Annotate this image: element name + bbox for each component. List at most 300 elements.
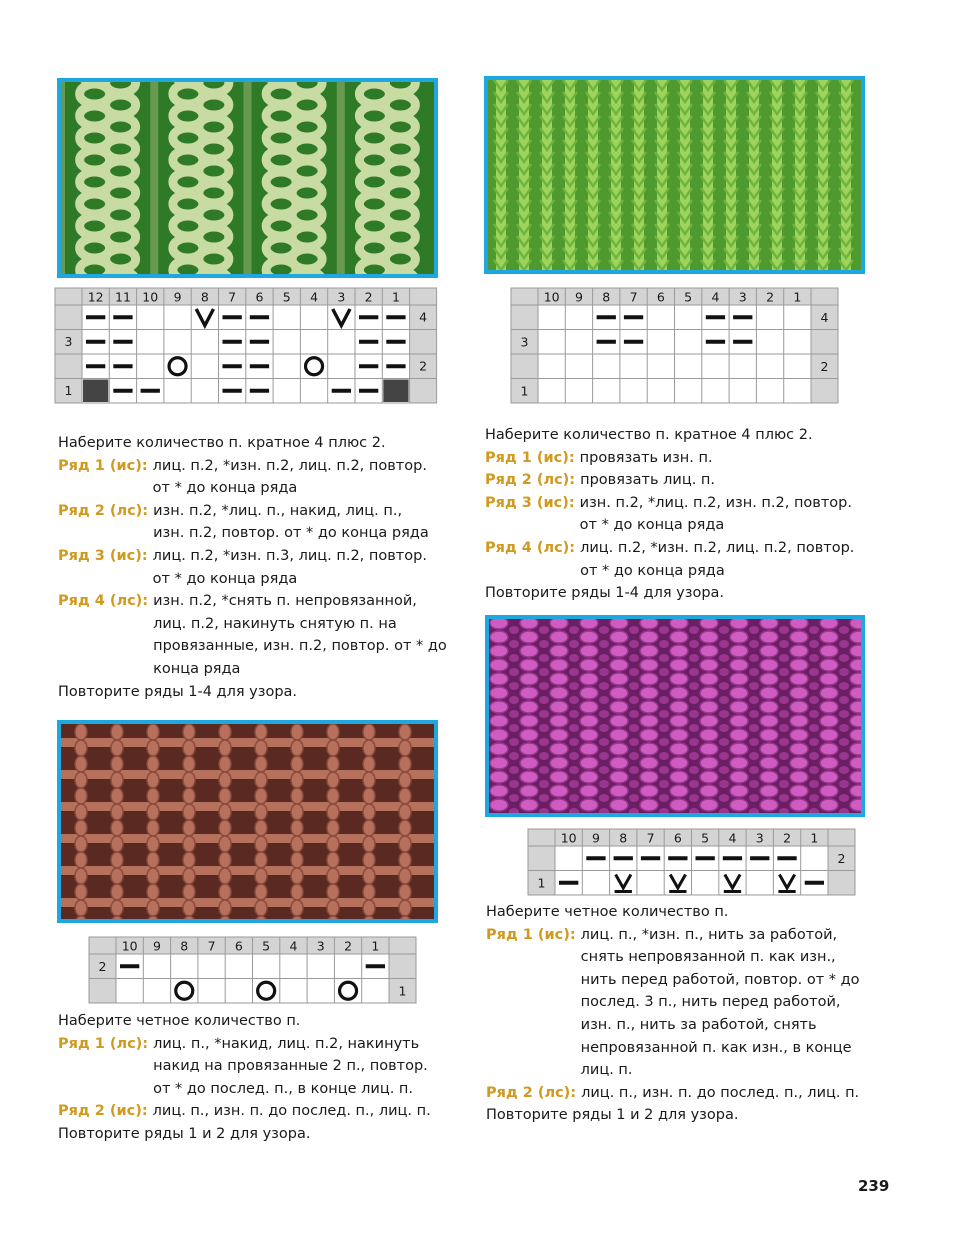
purl-bump [749, 794, 759, 802]
purl-bump [689, 794, 699, 802]
knit-loop [183, 804, 195, 820]
knit-loop [291, 868, 303, 884]
brioche-loop [640, 743, 658, 755]
knit-loop [399, 804, 411, 820]
knit-loop [111, 836, 123, 852]
purl-bump [689, 766, 699, 774]
row-label: Ряд 3 (ис): [58, 547, 148, 564]
brioche-loop [670, 771, 688, 783]
purl-bump [779, 626, 789, 634]
column-number: 3 [316, 938, 325, 954]
purl-bump [539, 794, 549, 802]
purl-bump [749, 654, 759, 662]
purl-symbol [250, 389, 269, 393]
knit-loop [111, 820, 123, 836]
purl-symbol [706, 315, 725, 319]
knit-loop [291, 804, 303, 820]
purl-symbol [113, 389, 132, 393]
brioche-loop [790, 673, 808, 685]
purl-bump [569, 710, 579, 718]
brioche-loop [820, 757, 838, 769]
repeat-instruction: Повторите ряды 1-4 для узора. [58, 683, 298, 700]
brioche-loop [610, 673, 628, 685]
row-text-line: от * до конца ряда [152, 480, 298, 497]
knit-loop [255, 868, 267, 884]
purl-bump [539, 668, 549, 676]
brioche-loop [640, 785, 658, 797]
purl-trough [150, 82, 158, 274]
brioche-loop [730, 785, 748, 797]
purl-bump [539, 710, 549, 718]
purl-symbol [86, 340, 105, 344]
brioche-loop [550, 673, 568, 685]
row-text [580, 469, 905, 492]
purl-bump [749, 738, 759, 746]
purl-bump [749, 696, 759, 704]
knit-loop [327, 804, 339, 820]
purl-bump [599, 724, 609, 732]
row-instruction [485, 492, 905, 537]
knit-loop [327, 724, 339, 740]
brioche-loop [520, 659, 538, 671]
column-number: 9 [591, 830, 600, 846]
purl-bump [569, 626, 579, 634]
row-text-line: провязанные, изн. п.2, повтор. от * до [153, 638, 447, 655]
column-number: 5 [684, 289, 693, 305]
brioche-loop [490, 673, 508, 685]
brioche-loop [580, 619, 598, 629]
purl-bump [779, 738, 789, 746]
purl-bump [839, 668, 849, 676]
purl-bump [509, 724, 519, 732]
purl-bump [809, 682, 819, 690]
brioche-loop [820, 631, 838, 643]
purl-symbol [120, 964, 139, 968]
row-instruction [485, 537, 905, 582]
brioche-loop [610, 785, 628, 797]
purl-symbol [86, 364, 105, 368]
knit-loop [183, 756, 195, 772]
brioche-loop [850, 687, 861, 699]
purl-symbol [250, 340, 269, 344]
brioche-loop [490, 799, 508, 811]
cast-on-instruction: Наберите четное количество п. [486, 904, 729, 920]
knit-loop [75, 836, 87, 852]
brioche-loop [760, 659, 778, 671]
knit-loop [183, 900, 195, 916]
purl-symbol [805, 881, 824, 885]
knit-loop [363, 836, 375, 852]
brioche-loop [640, 701, 658, 713]
swatch-photo-brown-rib [57, 720, 438, 923]
chart-grid [55, 288, 437, 403]
row-number-left: 3 [64, 334, 73, 350]
cable-twist [385, 271, 415, 274]
purl-bump [599, 752, 609, 760]
purl-bump [719, 710, 729, 718]
knit-loop [183, 836, 195, 852]
column-number: 10 [560, 830, 577, 846]
brioche-loop [610, 799, 628, 811]
column-number: 9 [152, 938, 161, 954]
knit-loop [363, 820, 375, 836]
cable-twist [292, 271, 322, 274]
purl-symbol [359, 389, 378, 393]
brioche-loop [580, 659, 598, 671]
row-text [153, 590, 448, 680]
knit-loop [327, 788, 339, 804]
purl-bump [839, 780, 849, 788]
purl-symbol [668, 856, 687, 860]
brioche-loop [610, 619, 628, 629]
row-number-left: 1 [64, 383, 73, 399]
brioche-loop [670, 715, 688, 727]
purl-bump [839, 766, 849, 774]
brioche-loop [610, 729, 628, 741]
purl-bump [719, 696, 729, 704]
brioche-loop [760, 701, 778, 713]
row-text-line: от * до послед. п., в конце лиц. п. [153, 1080, 413, 1097]
brioche-loop [520, 729, 538, 741]
row-text-line: провязать изн. п. [579, 449, 713, 466]
purl-bump [779, 696, 789, 704]
slip-stitch-bar [724, 890, 741, 893]
instructions-pattern-2 [485, 424, 905, 605]
purl-symbol [641, 856, 660, 860]
brioche-loop [550, 687, 568, 699]
brioche-loop [610, 687, 628, 699]
purl-bump [839, 710, 849, 718]
knit-loop [183, 740, 195, 756]
knit-loop [255, 884, 267, 900]
purl-bump [719, 766, 729, 774]
column-number: 7 [207, 938, 216, 954]
brioche-loop [610, 715, 628, 727]
knit-loop [255, 756, 267, 772]
row-instruction [58, 545, 448, 590]
knit-loop [111, 900, 123, 916]
brioche-loop [850, 771, 861, 783]
purl-bump [779, 794, 789, 802]
brioche-loop [640, 715, 658, 727]
knit-loop [111, 756, 123, 772]
brioche-loop [670, 645, 688, 657]
purl-bump [719, 668, 729, 676]
purl-bump [539, 738, 549, 746]
brioche-loop [610, 659, 628, 671]
purl-bump [599, 738, 609, 746]
brioche-loop [730, 631, 748, 643]
row-instruction [58, 1033, 458, 1101]
row-label: Ряд 2 (лс): [486, 1084, 577, 1101]
purl-bump [659, 654, 669, 662]
row-label: Ряд 2 (лс): [485, 472, 576, 489]
purl-bump [599, 766, 609, 774]
brioche-loop [610, 771, 628, 783]
knit-loop [147, 804, 159, 820]
row-text-line: конца ряда [153, 660, 241, 677]
column-number: 3 [337, 289, 346, 305]
brioche-loop [490, 645, 508, 657]
row-label: Ряд 3 (ис): [485, 494, 575, 511]
brioche-loop [820, 659, 838, 671]
purl-bump [629, 696, 639, 704]
purl-bump [719, 626, 729, 634]
brioche-loop [790, 619, 808, 629]
knit-loop [363, 740, 375, 756]
purl-bump [509, 682, 519, 690]
purl-bump [659, 752, 669, 760]
brioche-loop [670, 659, 688, 671]
knit-loop [291, 820, 303, 836]
knit-loop [255, 820, 267, 836]
purl-symbol [706, 340, 725, 344]
brioche-loop [670, 757, 688, 769]
brioche-loop [550, 785, 568, 797]
purl-bump [629, 766, 639, 774]
purl-bump [659, 766, 669, 774]
brioche-loop [700, 771, 718, 783]
knit-loop [363, 900, 375, 916]
knit-loop [399, 772, 411, 788]
purl-symbol [359, 340, 378, 344]
brioche-loop [490, 619, 508, 629]
knit-loop [291, 900, 303, 916]
purl-bump [509, 710, 519, 718]
purl-bump [689, 668, 699, 676]
knit-loop [75, 724, 87, 740]
brioche-loop [610, 757, 628, 769]
row-text-line: послед. 3 п., нить перед работой, [580, 994, 841, 1011]
brioche-loop [550, 757, 568, 769]
row-text-line: провязать лиц. п. [580, 472, 715, 489]
stitch-chart-pattern-4 [528, 829, 855, 895]
column-number: 2 [344, 938, 353, 954]
row-number-right: 1 [398, 983, 407, 999]
brioche-loop [550, 799, 568, 811]
brioche-loop [610, 743, 628, 755]
purl-bump [689, 780, 699, 788]
purl-symbol [624, 340, 643, 344]
brioche-loop [550, 701, 568, 713]
purl-bump [809, 752, 819, 760]
purl-bump [599, 668, 609, 676]
knit-loop [111, 772, 123, 788]
brioche-loop [580, 687, 598, 699]
purl-bump [779, 710, 789, 718]
brioche-loop [580, 715, 598, 727]
purl-bump [539, 654, 549, 662]
row-text-line: изн. п.2, *лиц. п.2, изн. п.2, повтор. [579, 494, 852, 511]
row-number-left: 2 [98, 958, 107, 974]
brioche-loop [760, 715, 778, 727]
purl-bump [749, 640, 759, 648]
purl-trough [244, 82, 252, 274]
column-number: 5 [701, 830, 710, 846]
chart-grid [511, 288, 838, 403]
brioche-loop [670, 687, 688, 699]
brioche-loop [730, 701, 748, 713]
purl-symbol [113, 364, 132, 368]
knit-loop [75, 804, 87, 820]
purl-bump [809, 738, 819, 746]
brioche-loop [670, 631, 688, 643]
purl-bump [599, 640, 609, 648]
knit-loop [183, 724, 195, 740]
column-number: 4 [289, 938, 298, 954]
row-number-right: 2 [820, 358, 829, 374]
purl-bump [539, 724, 549, 732]
knit-loop [327, 772, 339, 788]
row-label: Ряд 1 (ис): [485, 449, 575, 466]
purl-bump [839, 654, 849, 662]
brioche-loop [820, 743, 838, 755]
row-text [581, 924, 906, 1082]
purl-bump [539, 640, 549, 648]
purl-bump [599, 682, 609, 690]
purl-bump [629, 752, 639, 760]
row-text-line: лиц. п. [580, 1062, 633, 1079]
row-number-right: 4 [419, 309, 428, 325]
knit-loop [399, 852, 411, 868]
purl-bump [539, 766, 549, 774]
purl-bump [839, 738, 849, 746]
purl-bump [569, 640, 579, 648]
brioche-loop [760, 619, 778, 629]
knit-loop [291, 756, 303, 772]
purl-symbol [733, 315, 752, 319]
brioche-loop [520, 645, 538, 657]
column-number: 2 [766, 289, 775, 305]
brioche-loop [520, 673, 538, 685]
purl-symbol [386, 364, 405, 368]
row-text-line: лиц. п.2, *изн. п.2, лиц. п.2, повтор. [580, 539, 855, 556]
purl-bump [659, 640, 669, 648]
brioche-loop [640, 631, 658, 643]
purl-bump [599, 794, 609, 802]
purl-symbol [359, 364, 378, 368]
purl-bump [689, 738, 699, 746]
slip-stitch-bar [778, 890, 795, 893]
row-instruction [58, 500, 448, 545]
purl-bump [809, 696, 819, 704]
purl-bump [509, 752, 519, 760]
brioche-loop [820, 715, 838, 727]
knit-loop [219, 804, 231, 820]
column-number: 12 [87, 289, 104, 305]
brioche-loop [550, 659, 568, 671]
repeat-instruction: Повторите ряды 1 и 2 для узора. [58, 1125, 311, 1142]
purl-bump [509, 780, 519, 788]
knit-loop [147, 724, 159, 740]
purl-bump [509, 794, 519, 802]
brioche-loop [850, 785, 861, 797]
brioche-loop [670, 701, 688, 713]
instructions-pattern-3 [58, 1010, 458, 1146]
column-number: 11 [115, 289, 131, 305]
row-number-right: 2 [837, 850, 846, 866]
brioche-loop [580, 673, 598, 685]
purl-bump [719, 682, 729, 690]
column-number: 5 [262, 938, 271, 954]
column-number: 6 [656, 289, 665, 305]
brioche-loop [790, 687, 808, 699]
purl-bump [779, 724, 789, 732]
swatch-svg [489, 619, 861, 813]
brioche-loop [640, 729, 658, 741]
brioche-loop [670, 729, 688, 741]
purl-bump [659, 682, 669, 690]
purl-symbol [366, 964, 385, 968]
purl-bump [749, 766, 759, 774]
brioche-loop [640, 687, 658, 699]
knit-loop [111, 868, 123, 884]
brioche-loop [580, 799, 598, 811]
purl-symbol [723, 856, 742, 860]
instructions-pattern-4 [486, 901, 906, 1127]
swatch-photo-green-rib [484, 76, 865, 274]
brioche-loop [700, 619, 718, 629]
purl-bump [599, 780, 609, 788]
purl-symbol [559, 881, 578, 885]
slip-stitch-bar [615, 890, 632, 893]
swatch-photo-green-cables [57, 78, 438, 278]
brioche-loop [850, 799, 861, 811]
purl-bump [629, 780, 639, 788]
knit-loop [219, 820, 231, 836]
chart-grid [528, 829, 855, 895]
brioche-loop [760, 631, 778, 643]
brioche-loop [640, 757, 658, 769]
knit-loop [255, 788, 267, 804]
brioche-loop [490, 757, 508, 769]
purl-bump [809, 668, 819, 676]
knit-loop [327, 852, 339, 868]
brioche-loop [850, 673, 861, 685]
brioche-loop [640, 799, 658, 811]
row-text-line: от * до конца ряда [579, 517, 725, 534]
purl-bump [839, 794, 849, 802]
brioche-loop [790, 743, 808, 755]
knit-loop [399, 900, 411, 916]
brioche-loop [610, 701, 628, 713]
brioche-loop [670, 785, 688, 797]
brioche-loop [490, 701, 508, 713]
purl-bump [809, 654, 819, 662]
column-number: 9 [574, 289, 583, 305]
knit-loop [291, 772, 303, 788]
row-instruction [485, 447, 905, 470]
purl-bump [569, 766, 579, 774]
purl-bump [689, 626, 699, 634]
brioche-loop [580, 743, 598, 755]
cable-twist [106, 271, 136, 274]
knit-loop [255, 772, 267, 788]
row-instruction [485, 469, 905, 492]
brioche-loop [520, 785, 538, 797]
brioche-loop [760, 645, 778, 657]
purl-symbol [614, 856, 633, 860]
column-number: 3 [755, 830, 764, 846]
brioche-loop [850, 701, 861, 713]
row-text [153, 545, 448, 590]
purl-symbol [222, 364, 241, 368]
column-number: 5 [282, 289, 291, 305]
purl-trough [61, 82, 65, 274]
brioche-loop [580, 701, 598, 713]
knit-loop [255, 852, 267, 868]
knit-loop [75, 820, 87, 836]
